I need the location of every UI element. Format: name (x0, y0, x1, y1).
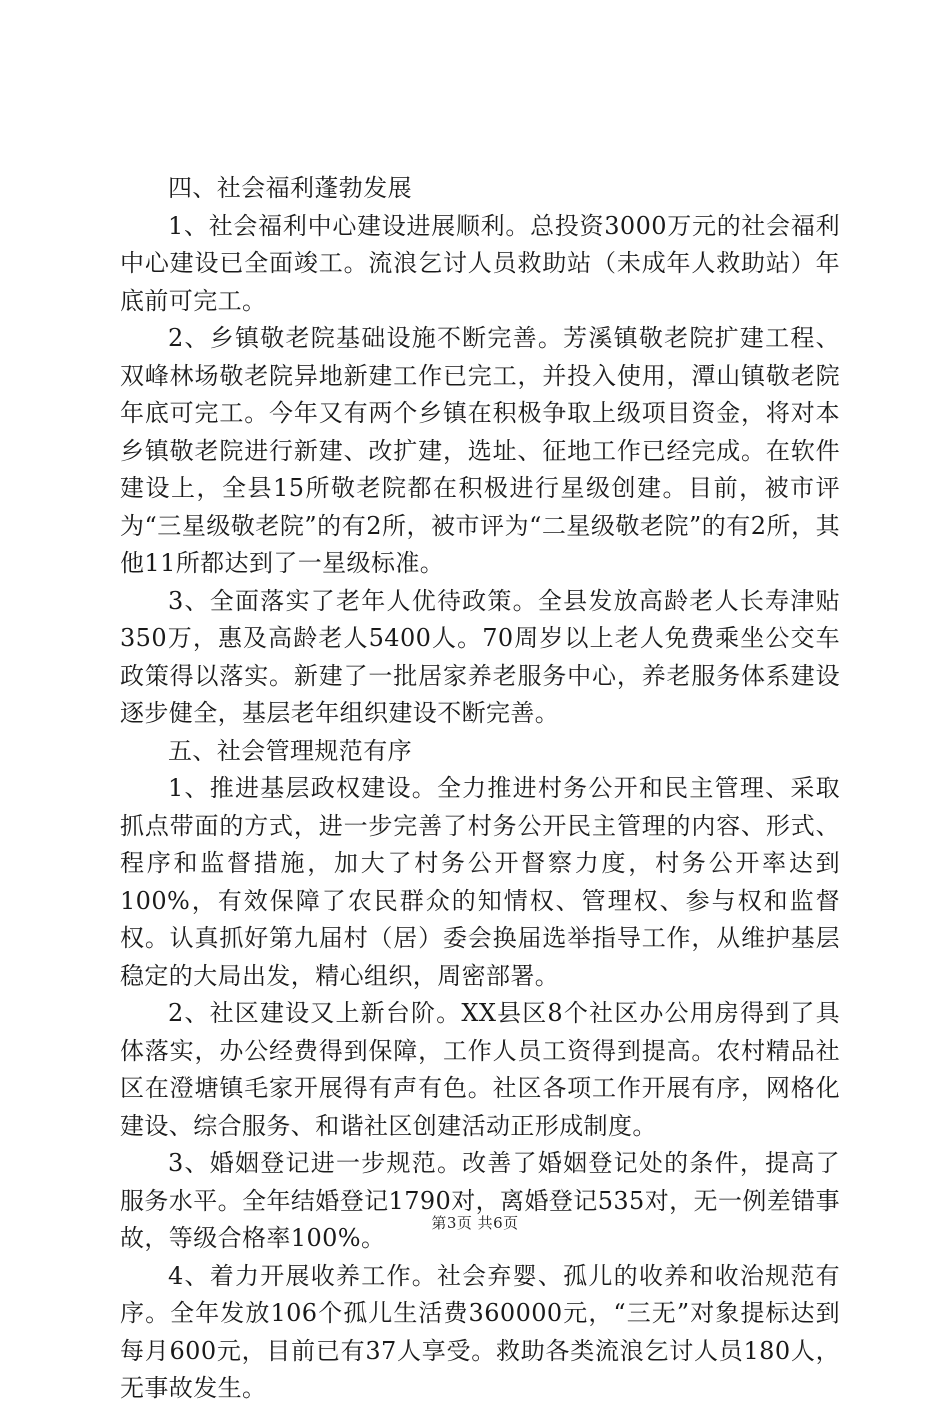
paragraph-marriage-registration: 3、婚姻登记进一步规范。改善了婚姻登记处的条件，提高了服务水平。全年结婚登记1790对，离婚登记535对，无一例差错事故，等级合格率100%。 (120, 1149, 840, 1252)
paragraph-adoption-work: 4、着力开展收养工作。社会弃婴、孤儿的收养和收治规范有序。全年发放106个孤儿生活费360000元，“三无”对象提标达到每月600元，目前已有37人享受。救助各类流浪乞讨人员180人，无事故发生。 (120, 1261, 840, 1402)
paragraph-community-building: 2、社区建设又上新台阶。XX县区8个社区办公用房得到了具体落实，办公经费得到保障，工作人员工资得到提高。农村精品社区在澄塘镇毛家开展得有声有色。社区各项工作开展有序，网格化建设、综合服务、和谐社区创建活动正形成制度。 (120, 999, 840, 1140)
page-number-footer: 第3页 共6页 (431, 1214, 519, 1232)
section-heading-social-welfare: 四、社会福利蓬勃发展 (168, 174, 412, 202)
section-heading-social-management: 五、社会管理规范有序 (168, 736, 412, 765)
paragraph-nursing-homes: 2、乡镇敬老院基础设施不断完善。芳溪镇敬老院扩建工程、双峰林场敬老院异地新建工作已完工，并投入使用，潭山镇敬老院年底可完工。今年又有两个乡镇在积极争取上级项目资金，将对本乡镇敬老院进行新建、改扩建，选址、征地工作已经完成。在软件建设上，全县15所敬老院都在积极进行星级创建。目前，被市评为“三星级敬老院”的有2所，被市评为“二星级敬老院”的有2所，其他11所都达到了一星级标准。 (120, 324, 840, 577)
paragraph-elderly-policy: 3、全面落实了老年人优待政策。全县发放高龄老人长寿津贴350万，惠及高龄老人5400人。70周岁以上老人免费乘坐公交车政策得以落实。新建了一批居家养老服务中心，养老服务体系建设逐步健全，基层老年组织建设不断完善。 (120, 586, 840, 727)
paragraph-welfare-center: 1、社会福利中心建设进展顺利。总投资3000万元的社会福利中心建设已全面竣工。流浪乞讨人员救助站（未成年人救助站）年底前可完工。 (120, 211, 840, 315)
paragraph-grassroots-governance: 1、推进基层政权建设。全力推进村务公开和民主管理、采取抓点带面的方式，进一步完善了村务公开民主管理的内容、形式、程序和监督措施，加大了村务公开督察力度，村务公开率达到100%，有效保障了农民群众的知情权、管理权、参与权和监督权。认真抓好第九届村（居）委会换届选举指导工作，从维护基层稳定的大局出发，精心组织，周密部署。 (120, 774, 840, 990)
